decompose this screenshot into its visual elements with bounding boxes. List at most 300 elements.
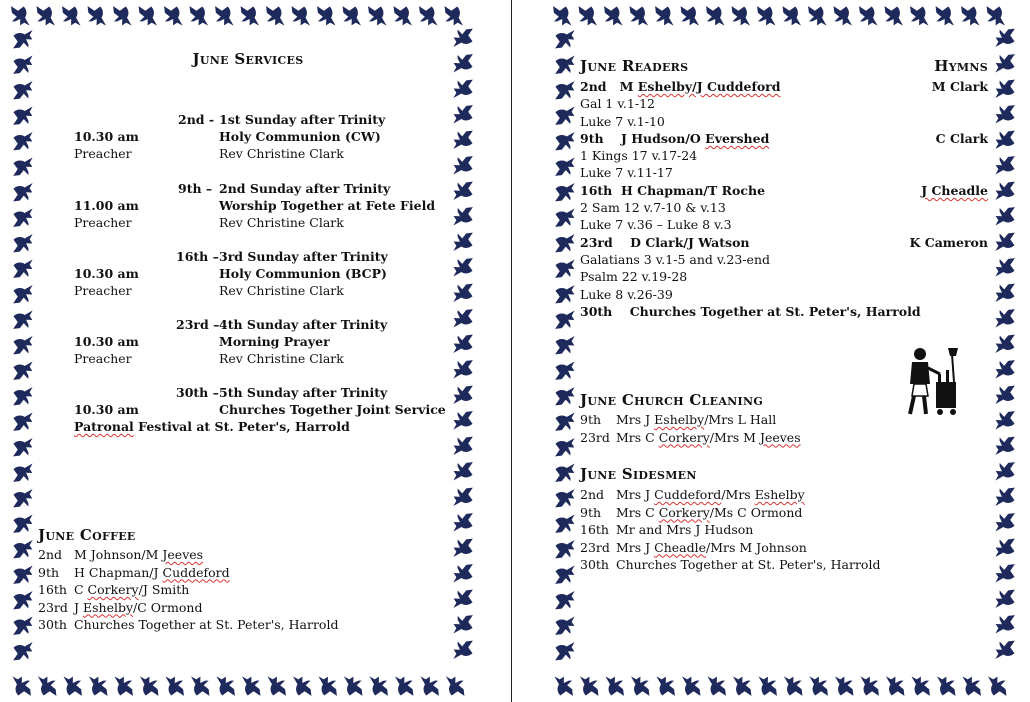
item-date: 9th [580,504,602,520]
swallow-bird-icon [133,2,162,28]
swallow-bird-icon [9,636,35,665]
swallow-bird-icon [726,2,755,28]
swallow-bird-icon [388,2,417,28]
swallow-bird-icon [702,674,731,700]
service-sunday: 4th Sunday after Trinity [219,317,388,332]
swallow-bird-icon [262,674,291,700]
hymn-leader: K Cameron [909,234,988,250]
reader-week-row [580,130,988,147]
swallow-bird-icon [752,2,781,28]
swallow-bird-icon [993,355,1019,384]
list-item [580,486,980,504]
swallow-bird-icon [574,674,603,700]
swallow-bird-icon [9,279,35,308]
name-part-flagged: Corkery [658,504,710,520]
swallow-bird-icon [551,75,577,104]
swallow-bird-icon [551,305,577,334]
list-item [580,411,980,429]
swallow-bird-icon [880,674,909,700]
preacher-label: Preacher [74,283,132,298]
swallow-bird-icon [451,151,477,180]
swallow-bird-icon [160,674,189,700]
name-part: /Ms C Ormond [709,504,803,520]
reader-names-flagged: Eshelby/J Cuddeford [637,79,781,94]
reader-names: H Chapman/T Roche [620,182,766,198]
hymn-leader: M Clark [931,79,988,94]
swallow-bird-icon [625,674,654,700]
festival-text: Festival at St. Peter's, Harrold [133,419,350,434]
name-part: /C Ormond [133,599,203,615]
item-names: Churches Together at St. Peter's, Harrold [74,617,339,632]
preacher-label: Preacher [74,215,132,230]
swallow-bird-icon [451,74,477,103]
swallow-bird-icon [551,152,577,181]
swallow-bird-icon [931,674,960,700]
reading: Luke 7 v.36 – Luke 8 v.3 [580,217,732,233]
swallow-bird-icon [451,431,477,460]
reader-names-flagged: Evershed [705,130,770,146]
service-name: Churches Together Joint Service [219,402,446,417]
swallow-bird-icon [9,330,35,359]
services-list [74,111,454,435]
preacher-name: Rev Christine Clark [219,215,344,230]
swallow-bird-icon [803,2,832,28]
name-part-flagged: Corkery [658,429,710,445]
sidesmen-heading: June Sidesmen [580,465,697,483]
hymn-leader: C Clark [935,130,988,146]
swallow-bird-icon [9,534,35,563]
week-date: 9th [580,130,604,146]
swallow-bird-icon [440,674,469,700]
swallow-bird-icon [9,101,35,130]
service-name: Morning Prayer [219,334,330,349]
swallow-bird-icon [451,355,477,384]
sidesmen-list [580,486,980,574]
list-item [580,504,980,522]
item-date: 23rd [580,539,610,555]
item-date: 23rd [580,429,610,445]
service-preacher-row [74,214,454,231]
swallow-bird-icon [651,674,680,700]
swallow-bird-icon [551,509,577,538]
swallow-bird-icon [9,203,35,232]
name-part: H Chapman/J [74,564,163,580]
swallow-bird-icon [993,406,1019,435]
swallow-bird-icon [82,2,111,28]
item-names: Mr and Mrs J Hudson [616,522,754,537]
item-names [616,486,805,503]
swallow-bird-icon [993,533,1019,562]
swallow-bird-icon [993,253,1019,282]
swallow-bird-icon [451,278,477,307]
reader-names: Churches Together at St. Peter's, Harrold [629,303,921,319]
reading: Gal 1 v.1-12 [580,96,655,112]
swallow-bird-icon [551,356,577,385]
swallow-bird-icon [184,2,213,28]
swallow-bird-icon [9,75,35,104]
left-page [8,0,478,702]
cleaning-heading: June Church Cleaning [580,391,764,409]
swallow-bird-icon [9,24,35,53]
swallow-bird-icon [981,2,1010,28]
swallow-bird-icon [108,2,137,28]
item-names [616,539,807,556]
hymn-leader: J Cheadle [921,182,988,198]
name-part-flagged: Eshelby [82,599,134,615]
swallow-bird-icon [9,432,35,461]
swallow-bird-icon [414,2,443,28]
swallow-bird-icon [956,2,985,28]
name-part: Mrs J [616,412,655,427]
week-date: 2nd [580,79,607,94]
service-title-row [74,384,454,401]
item-names [74,564,230,581]
reading: Galatians 3 v.1-5 and v.23-end [580,251,770,267]
service-day: 2nd - [178,112,215,127]
swallow-bird-icon [993,125,1019,154]
readers-heading: June Readers [580,57,689,75]
swallow-bird-icon [855,674,884,700]
swallow-bird-icon [236,674,265,700]
swallow-bird-icon [551,432,577,461]
name-part: Mrs J [616,539,655,555]
swallow-bird-icon [551,458,577,487]
item-names [74,599,202,616]
swallow-bird-icon [451,125,477,154]
list-item [580,556,980,574]
list-item [38,546,458,564]
swallow-bird-icon [550,2,577,28]
service-day: 16th – [176,249,219,264]
preacher-name: Rev Christine Clark [219,351,344,366]
service-name: Holy Communion (CW) [219,129,381,144]
swallow-bird-icon [993,304,1019,333]
swallow-bird-icon [8,674,36,700]
swallow-bird-icon [551,407,577,436]
service-preacher-row [74,282,454,299]
service-title-row [74,180,454,197]
swallow-bird-icon [451,227,477,256]
swallow-bird-icon [9,177,35,206]
swallow-bird-icon [905,2,934,28]
service-time-row [74,333,454,350]
item-names [616,504,802,521]
item-date: 2nd [580,487,605,502]
swallow-bird-icon [701,2,730,28]
swallow-bird-icon [451,23,477,52]
list-item [38,564,458,582]
name-part: Mrs C [616,504,659,520]
service-time-row [74,197,454,214]
week-date: 23rd [580,234,613,250]
coffee-heading: June Coffee [38,526,136,544]
swallow-bird-icon [9,305,35,334]
service-sunday: 1st Sunday after Trinity [219,112,386,127]
swallow-bird-icon [337,2,366,28]
swallow-bird-icon [828,2,857,28]
name-part-flagged: Corkery [87,582,139,597]
service-time-row [74,265,454,282]
swallow-bird-icon [134,674,163,700]
item-names [74,581,189,598]
swallow-bird-icon [451,329,477,358]
right-page [550,0,1020,702]
list-item [580,521,980,539]
swallow-bird-icon [451,253,477,282]
name-part: /Mrs M Johnson [706,539,807,555]
swallow-bird-icon [9,254,35,283]
name-part: C [74,582,88,597]
swallow-bird-icon [9,560,35,589]
swallow-bird-icon [778,674,807,700]
swallow-bird-icon [313,674,342,700]
swallow-bird-icon [9,228,35,257]
cleaner-with-cart-icon [906,344,966,418]
swallow-bird-icon [993,74,1019,103]
service-day: 9th – [178,181,213,196]
name-part: J [74,599,83,615]
swallow-bird-icon [58,674,87,700]
name-part-flagged: Cuddeford [654,487,722,502]
reader-week-row [580,78,988,95]
preacher-name: Rev Christine Clark [219,283,344,298]
swallow-bird-icon [109,674,138,700]
name-part-flagged: Jeeves [759,429,801,445]
swallow-bird-icon [551,279,577,308]
service-name: Holy Communion (BCP) [219,266,387,281]
swallow-bird-icon [9,611,35,640]
swallow-bird-icon [9,126,35,155]
item-date: 9th [38,564,60,580]
swallow-bird-icon [551,254,577,283]
swallow-bird-icon [451,457,477,486]
name-part: /Mrs [721,487,755,502]
swallow-bird-icon [993,227,1019,256]
swallow-bird-icon [993,278,1019,307]
item-date: 16th [38,582,67,597]
swallow-bird-icon [551,534,577,563]
reading: Luke 7 v.1-10 [580,113,665,129]
week-date: 16th [580,182,613,198]
swallow-bird-icon [599,2,628,28]
week-date: 30th [580,303,613,319]
swallow-bird-icon [551,177,577,206]
swallow-bird-icon [57,2,86,28]
swallow-bird-icon [211,674,240,700]
service-title-row [74,248,454,265]
patronal-festival-text [74,418,350,435]
preacher-name: Rev Christine Clark [219,146,344,161]
item-names [74,546,203,563]
service-sunday: 3rd Sunday after Trinity [219,249,388,264]
swallow-bird-icon [312,2,341,28]
swallow-bird-icon [551,203,577,232]
item-date: 16th [580,522,609,537]
service-time: 10.30 am [74,266,139,281]
name-part-flagged: Eshelby [754,487,805,502]
swallow-bird-icon [159,2,188,28]
page-divider [511,0,512,702]
cleaning-list [580,411,980,446]
swallow-bird-icon [551,483,577,512]
swallow-bird-icon [551,50,577,79]
name-part-flagged: Jeeves [162,547,204,562]
swallow-bird-icon [451,380,477,409]
name-part: M Johnson/M [74,547,163,562]
swallow-bird-icon [957,674,986,700]
list-item [38,599,458,617]
service-sunday: 5th Sunday after Trinity [219,385,388,400]
service-extra-row [74,418,454,435]
swallow-bird-icon [675,2,704,28]
swallow-bird-icon [551,330,577,359]
swallow-bird-icon [829,674,858,700]
reading: 1 Kings 17 v.17-24 [580,148,698,164]
swallow-bird-icon [451,635,477,664]
swallow-bird-icon [9,458,35,487]
list-item [38,581,458,599]
swallow-bird-icon [83,674,112,700]
swallow-bird-icon [993,457,1019,486]
swallow-bird-icon [993,151,1019,180]
name-part: /J Smith [138,582,190,597]
reader-week-row [580,182,988,199]
item-date: 30th [580,557,609,572]
swallow-bird-icon [551,24,577,53]
item-names [616,429,801,446]
swallow-bird-icon [389,674,418,700]
swallow-bird-icon [338,674,367,700]
swallow-bird-icon [993,610,1019,639]
reader-week-row [580,303,988,320]
item-date: 9th [580,412,602,427]
list-item [38,616,458,634]
swallow-bird-icon [363,2,392,28]
swallow-bird-icon [9,356,35,385]
service-time: 11.00 am [74,198,139,213]
swallow-bird-icon [9,152,35,181]
swallow-bird-icon [993,100,1019,129]
swallow-bird-icon [9,381,35,410]
swallow-bird-icon [993,202,1019,231]
swallow-bird-icon [551,585,577,614]
swallow-bird-icon [9,585,35,614]
reader-names: D Clark/J Watson [630,234,750,250]
swallow-bird-icon [676,674,705,700]
swallow-bird-icon [235,2,264,28]
service-sunday: 2nd Sunday after Trinity [219,181,391,196]
swallow-bird-icon [551,381,577,410]
swallow-bird-icon [185,674,214,700]
swallow-bird-icon [415,674,444,700]
service-time-row [74,401,454,418]
item-date: 30th [38,617,67,632]
swallow-bird-icon [993,635,1019,664]
swallow-bird-icon [906,674,935,700]
list-item [580,539,980,557]
name-part-flagged: Cuddeford [162,564,230,580]
patronal-word: Patronal [74,419,134,434]
reader-names: J Hudson/O [620,130,706,146]
service-preacher-row [74,145,454,162]
swallow-bird-icon [9,407,35,436]
preacher-label: Preacher [74,146,132,161]
swallow-bird-icon [439,2,468,28]
service-time-row [74,128,454,145]
swallow-bird-icon [777,2,806,28]
service-time: 10.30 am [74,129,139,144]
swallow-bird-icon [551,101,577,130]
swallow-bird-icon [993,329,1019,358]
item-date: 2nd [38,547,63,562]
swallow-bird-icon [573,2,602,28]
service-title-row [74,111,454,128]
swallow-bird-icon [451,100,477,129]
hymns-heading: Hymns [934,57,988,75]
service-day: 30th – [176,385,219,400]
swallow-bird-icon [993,176,1019,205]
item-names: Churches Together at St. Peter's, Harrold [616,557,881,572]
name-part: /Mrs L Hall [704,412,777,427]
item-names [616,411,776,428]
swallow-bird-icon [993,482,1019,511]
service-time: 10.30 am [74,334,139,349]
service-time: 10.30 am [74,402,139,417]
reading: Luke 7 v.11-17 [580,165,673,181]
swallow-bird-icon [451,406,477,435]
swallow-bird-icon [993,49,1019,78]
services-heading: June Services [192,50,304,68]
name-part-flagged: Cheadle [654,539,707,555]
swallow-bird-icon [451,482,477,511]
swallow-bird-icon [993,508,1019,537]
service-name: Worship Together at Fete Field [219,198,436,213]
swallow-bird-icon [551,636,577,665]
swallow-bird-icon [32,674,61,700]
swallow-bird-icon [993,23,1019,52]
swallow-bird-icon [451,304,477,333]
swallow-bird-icon [993,431,1019,460]
service-day: 23rd – [176,317,220,332]
swallow-bird-icon [287,674,316,700]
swallow-bird-icon [993,559,1019,588]
swallow-bird-icon [31,2,60,28]
swallow-bird-icon [551,611,577,640]
name-part: Mrs J [616,487,655,502]
list-item [580,429,980,447]
readers-list [580,78,988,320]
reader-week-row [580,234,988,251]
service-preacher-row [74,350,454,367]
swallow-bird-icon [261,2,290,28]
name-part: Mrs C [616,429,659,445]
swallow-bird-icon [210,2,239,28]
swallow-bird-icon [551,228,577,257]
name-part: /Mrs M [709,429,760,445]
swallow-bird-icon [854,2,883,28]
reading: Luke 8 v.26-39 [580,286,673,302]
swallow-bird-icon [804,674,833,700]
swallow-bird-icon [9,483,35,512]
swallow-bird-icon [753,674,782,700]
swallow-bird-icon [364,674,393,700]
name-part-flagged: Eshelby [654,412,705,427]
swallow-bird-icon [624,2,653,28]
swallow-bird-icon [9,509,35,538]
reading: Psalm 22 v.19-28 [580,269,688,285]
swallow-bird-icon [930,2,959,28]
swallow-bird-icon [993,584,1019,613]
